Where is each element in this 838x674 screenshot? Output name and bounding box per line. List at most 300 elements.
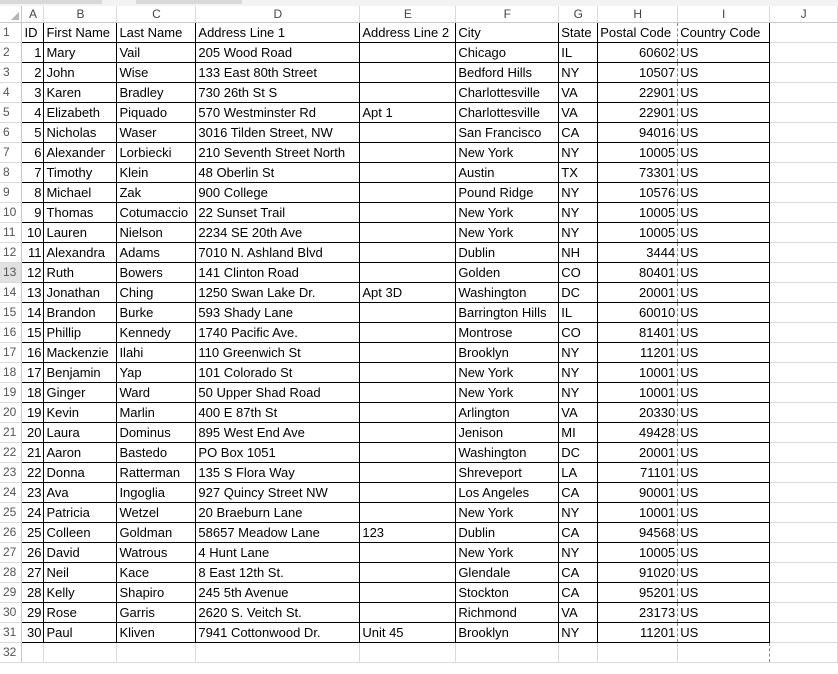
empty-cell[interactable] — [770, 503, 838, 523]
cell[interactable] — [360, 503, 456, 523]
cell[interactable]: CO — [559, 323, 598, 343]
cell[interactable]: Glendale — [456, 563, 559, 583]
cell[interactable] — [360, 123, 456, 143]
cell[interactable]: Ilahi — [117, 343, 196, 363]
cell[interactable]: New York — [456, 503, 559, 523]
cell[interactable]: Richmond — [456, 603, 559, 623]
empty-cell[interactable] — [559, 643, 598, 663]
empty-cell[interactable] — [770, 443, 838, 463]
cell[interactable]: Brooklyn — [456, 343, 559, 363]
cell[interactable]: 10005 — [598, 543, 678, 563]
cell[interactable]: 19 — [22, 403, 44, 423]
cell[interactable]: CA — [559, 483, 598, 503]
cell[interactable]: 10005 — [598, 143, 678, 163]
empty-cell[interactable] — [678, 643, 770, 663]
cell[interactable]: 927 Quincy Street NW — [196, 483, 360, 503]
cell[interactable]: 28 — [22, 583, 44, 603]
cell[interactable]: CA — [559, 523, 598, 543]
cell[interactable]: 95201 — [598, 583, 678, 603]
cell[interactable] — [360, 243, 456, 263]
cell[interactable]: NY — [559, 363, 598, 383]
cell[interactable]: Charlottesville — [456, 103, 559, 123]
empty-cell[interactable] — [770, 403, 838, 423]
cell[interactable] — [360, 303, 456, 323]
cell[interactable]: US — [678, 63, 770, 83]
cell[interactable]: 4 Hunt Lane — [196, 543, 360, 563]
cell[interactable]: 23173 — [598, 603, 678, 623]
cell[interactable]: NY — [559, 183, 598, 203]
empty-cell[interactable] — [360, 643, 456, 663]
cell[interactable]: 48 Oberlin St — [196, 163, 360, 183]
cell[interactable] — [360, 403, 456, 423]
cell[interactable]: Elizabeth — [44, 103, 117, 123]
row-header[interactable]: 22 — [0, 443, 22, 463]
cell[interactable]: NY — [559, 203, 598, 223]
cell[interactable]: 21 — [22, 443, 44, 463]
row-header[interactable]: 20 — [0, 403, 22, 423]
empty-cell[interactable] — [44, 643, 117, 663]
cell[interactable]: US — [678, 83, 770, 103]
empty-cell[interactable] — [770, 543, 838, 563]
column-title-cell[interactable]: Address Line 2 — [360, 23, 456, 43]
cell[interactable]: Washington — [456, 443, 559, 463]
cell[interactable] — [360, 263, 456, 283]
cell[interactable]: 3 — [22, 83, 44, 103]
cell[interactable]: 10005 — [598, 223, 678, 243]
cell[interactable]: NY — [559, 543, 598, 563]
cell[interactable] — [360, 383, 456, 403]
row-header[interactable]: 30 — [0, 603, 22, 623]
empty-cell[interactable] — [770, 383, 838, 403]
cell[interactable]: 7 — [22, 163, 44, 183]
column-title-cell[interactable]: Last Name — [117, 23, 196, 43]
cell[interactable]: CA — [559, 123, 598, 143]
cell[interactable]: New York — [456, 143, 559, 163]
row-header[interactable]: 29 — [0, 583, 22, 603]
cell[interactable]: Mary — [44, 43, 117, 63]
cell[interactable]: Rose — [44, 603, 117, 623]
empty-cell[interactable] — [770, 43, 838, 63]
column-header-e[interactable]: E — [360, 6, 456, 23]
empty-cell[interactable] — [770, 423, 838, 443]
column-title-cell[interactable]: Postal Code — [598, 23, 678, 43]
row-header[interactable]: 28 — [0, 563, 22, 583]
cell[interactable] — [360, 343, 456, 363]
cell[interactable]: Ginger — [44, 383, 117, 403]
cell[interactable]: MI — [559, 423, 598, 443]
column-header-a[interactable]: A — [22, 6, 44, 23]
empty-cell[interactable] — [770, 563, 838, 583]
row-header[interactable]: 17 — [0, 343, 22, 363]
cell[interactable]: Neil — [44, 563, 117, 583]
cell[interactable]: Nicholas — [44, 123, 117, 143]
empty-cell[interactable] — [770, 623, 838, 643]
cell[interactable]: 15 — [22, 323, 44, 343]
cell[interactable]: 30 — [22, 623, 44, 643]
cell[interactable]: New York — [456, 543, 559, 563]
cell[interactable]: Brandon — [44, 303, 117, 323]
row-header[interactable]: 5 — [0, 103, 22, 123]
cell[interactable]: Wise — [117, 63, 196, 83]
row-header[interactable]: 31 — [0, 623, 22, 643]
cell[interactable]: Kevin — [44, 403, 117, 423]
cell[interactable] — [360, 423, 456, 443]
cell[interactable]: Ward — [117, 383, 196, 403]
cell[interactable]: Montrose — [456, 323, 559, 343]
row-header[interactable]: 9 — [0, 183, 22, 203]
cell[interactable]: 101 Colorado St — [196, 363, 360, 383]
cell[interactable]: 593 Shady Lane — [196, 303, 360, 323]
empty-cell[interactable] — [770, 363, 838, 383]
row-header[interactable]: 25 — [0, 503, 22, 523]
row-header[interactable]: 4 — [0, 83, 22, 103]
cell[interactable]: 94568 — [598, 523, 678, 543]
cell[interactable]: Bedford Hills — [456, 63, 559, 83]
cell[interactable]: Nielson — [117, 223, 196, 243]
cell[interactable]: US — [678, 563, 770, 583]
row-header[interactable]: 14 — [0, 283, 22, 303]
cell[interactable]: US — [678, 403, 770, 423]
row-header[interactable]: 27 — [0, 543, 22, 563]
cell[interactable]: New York — [456, 383, 559, 403]
cell[interactable]: 10576 — [598, 183, 678, 203]
cell[interactable]: Timothy — [44, 163, 117, 183]
cell[interactable]: NY — [559, 143, 598, 163]
cell[interactable]: 9 — [22, 203, 44, 223]
cell[interactable]: US — [678, 623, 770, 643]
cell[interactable]: 900 College — [196, 183, 360, 203]
cell[interactable]: US — [678, 43, 770, 63]
cell[interactable]: 141 Clinton Road — [196, 263, 360, 283]
cell[interactable] — [360, 363, 456, 383]
cell[interactable]: 1740 Pacific Ave. — [196, 323, 360, 343]
cell[interactable]: Adams — [117, 243, 196, 263]
cell[interactable]: Ruth — [44, 263, 117, 283]
empty-cell[interactable] — [770, 483, 838, 503]
column-header-i[interactable]: I — [678, 6, 770, 23]
row-header[interactable]: 24 — [0, 483, 22, 503]
cell[interactable]: Yap — [117, 363, 196, 383]
cell[interactable]: Zak — [117, 183, 196, 203]
cell[interactable]: 20 — [22, 423, 44, 443]
row-header[interactable]: 21 — [0, 423, 22, 443]
empty-cell[interactable] — [770, 303, 838, 323]
row-header[interactable]: 18 — [0, 363, 22, 383]
cell[interactable]: 133 East 80th Street — [196, 63, 360, 83]
cell[interactable]: Alexandra — [44, 243, 117, 263]
cell[interactable]: Kace — [117, 563, 196, 583]
cell[interactable]: Goldman — [117, 523, 196, 543]
cell[interactable]: US — [678, 343, 770, 363]
cell[interactable]: 20330 — [598, 403, 678, 423]
row-header[interactable]: 15 — [0, 303, 22, 323]
cell[interactable]: Watrous — [117, 543, 196, 563]
cell[interactable]: 400 E 87th St — [196, 403, 360, 423]
cell[interactable]: Burke — [117, 303, 196, 323]
cell[interactable]: Mackenzie — [44, 343, 117, 363]
cell[interactable]: Paul — [44, 623, 117, 643]
cell[interactable]: 3444 — [598, 243, 678, 263]
cell[interactable]: 20001 — [598, 443, 678, 463]
cell[interactable]: Kennedy — [117, 323, 196, 343]
cell[interactable]: Michael — [44, 183, 117, 203]
cell[interactable]: CA — [559, 563, 598, 583]
column-header-h[interactable]: H — [598, 6, 678, 23]
cell[interactable]: 8 East 12th St. — [196, 563, 360, 583]
cell[interactable] — [360, 223, 456, 243]
cell[interactable] — [360, 543, 456, 563]
cell[interactable]: VA — [559, 603, 598, 623]
row-header[interactable]: 10 — [0, 203, 22, 223]
column-title-cell[interactable]: City — [456, 23, 559, 43]
cell[interactable]: US — [678, 163, 770, 183]
cell[interactable]: 90001 — [598, 483, 678, 503]
cell[interactable]: 20 Braeburn Lane — [196, 503, 360, 523]
cell[interactable]: NY — [559, 63, 598, 83]
cell[interactable]: Vail — [117, 43, 196, 63]
cell[interactable]: 2620 S. Veitch St. — [196, 603, 360, 623]
cell[interactable]: 22 — [22, 463, 44, 483]
cell[interactable]: US — [678, 423, 770, 443]
cell[interactable]: Pound Ridge — [456, 183, 559, 203]
cell[interactable]: CA — [559, 583, 598, 603]
cell[interactable] — [360, 483, 456, 503]
empty-cell[interactable] — [456, 643, 559, 663]
cell[interactable]: New York — [456, 223, 559, 243]
cell[interactable] — [360, 83, 456, 103]
cell[interactable]: Dublin — [456, 243, 559, 263]
cell[interactable]: 730 26th St S — [196, 83, 360, 103]
row-header[interactable]: 3 — [0, 63, 22, 83]
cell[interactable]: NY — [559, 343, 598, 363]
cell[interactable]: 18 — [22, 383, 44, 403]
cell[interactable]: Aaron — [44, 443, 117, 463]
cell[interactable]: US — [678, 483, 770, 503]
cell[interactable]: VA — [559, 103, 598, 123]
cell[interactable]: NY — [559, 623, 598, 643]
cell[interactable]: Kelly — [44, 583, 117, 603]
column-title-cell[interactable]: State — [559, 23, 598, 43]
cell[interactable] — [360, 183, 456, 203]
cell[interactable]: 24 — [22, 503, 44, 523]
cell[interactable]: Kliven — [117, 623, 196, 643]
row-header[interactable]: 13 — [0, 263, 22, 283]
cell[interactable]: US — [678, 203, 770, 223]
cell[interactable]: 60010 — [598, 303, 678, 323]
cell[interactable]: US — [678, 183, 770, 203]
cell[interactable]: Lorbiecki — [117, 143, 196, 163]
cell[interactable]: John — [44, 63, 117, 83]
cell[interactable]: 22901 — [598, 103, 678, 123]
cell[interactable]: Ching — [117, 283, 196, 303]
empty-cell[interactable] — [770, 203, 838, 223]
cell[interactable]: Ingoglia — [117, 483, 196, 503]
cell[interactable]: US — [678, 543, 770, 563]
empty-cell[interactable] — [770, 283, 838, 303]
cell[interactable]: 20001 — [598, 283, 678, 303]
cell[interactable]: 73301 — [598, 163, 678, 183]
cell[interactable]: 10507 — [598, 63, 678, 83]
column-header-b[interactable]: B — [44, 6, 117, 23]
cell[interactable]: Lauren — [44, 223, 117, 243]
cell[interactable]: Colleen — [44, 523, 117, 543]
empty-cell[interactable] — [117, 643, 196, 663]
cell[interactable] — [360, 323, 456, 343]
row-header[interactable]: 1 — [0, 23, 22, 43]
cell[interactable]: IL — [559, 43, 598, 63]
empty-cell[interactable] — [196, 643, 360, 663]
cell[interactable]: PO Box 1051 — [196, 443, 360, 463]
cell[interactable]: 29 — [22, 603, 44, 623]
cell[interactable]: Waser — [117, 123, 196, 143]
cell[interactable]: Apt 3D — [360, 283, 456, 303]
cell[interactable]: US — [678, 103, 770, 123]
cell[interactable]: 1250 Swan Lake Dr. — [196, 283, 360, 303]
cell[interactable]: Phillip — [44, 323, 117, 343]
cell[interactable]: Stockton — [456, 583, 559, 603]
cell[interactable]: 91020 — [598, 563, 678, 583]
cell[interactable]: Unit 45 — [360, 623, 456, 643]
cell[interactable]: 49428 — [598, 423, 678, 443]
empty-cell[interactable] — [770, 23, 838, 43]
cell[interactable]: Jonathan — [44, 283, 117, 303]
cell[interactable]: Piquado — [117, 103, 196, 123]
cell[interactable]: Golden — [456, 263, 559, 283]
column-title-cell[interactable]: Country Code — [678, 23, 770, 43]
empty-cell[interactable] — [770, 463, 838, 483]
cell[interactable]: 17 — [22, 363, 44, 383]
cell[interactable]: Dublin — [456, 523, 559, 543]
row-header[interactable]: 2 — [0, 43, 22, 63]
cell[interactable]: David — [44, 543, 117, 563]
cell[interactable] — [360, 443, 456, 463]
cell[interactable]: 245 5th Avenue — [196, 583, 360, 603]
cell[interactable]: 80401 — [598, 263, 678, 283]
cell[interactable]: US — [678, 243, 770, 263]
cell[interactable]: 570 Westminster Rd — [196, 103, 360, 123]
cell[interactable] — [360, 163, 456, 183]
cell[interactable]: NY — [559, 223, 598, 243]
column-header-f[interactable]: F — [456, 6, 559, 23]
cell[interactable]: San Francisco — [456, 123, 559, 143]
cell[interactable]: 11201 — [598, 623, 678, 643]
cell[interactable]: US — [678, 503, 770, 523]
row-header[interactable]: 19 — [0, 383, 22, 403]
cell[interactable]: Apt 1 — [360, 103, 456, 123]
cell[interactable]: Austin — [456, 163, 559, 183]
cell[interactable]: 10005 — [598, 203, 678, 223]
cell[interactable]: US — [678, 223, 770, 243]
cell[interactable]: Benjamin — [44, 363, 117, 383]
empty-cell[interactable] — [598, 643, 678, 663]
cell[interactable]: 10 — [22, 223, 44, 243]
cell[interactable]: 11 — [22, 243, 44, 263]
column-header-d[interactable]: D — [196, 6, 360, 23]
empty-cell[interactable] — [770, 523, 838, 543]
cell[interactable]: TX — [559, 163, 598, 183]
cell[interactable]: Chicago — [456, 43, 559, 63]
cell[interactable] — [360, 43, 456, 63]
cell[interactable]: 22901 — [598, 83, 678, 103]
cell[interactable]: 10001 — [598, 363, 678, 383]
cell[interactable]: Charlottesville — [456, 83, 559, 103]
cell[interactable]: US — [678, 363, 770, 383]
cell[interactable] — [360, 143, 456, 163]
row-header[interactable]: 32 — [0, 643, 22, 663]
cell[interactable]: 3016 Tilden Street, NW — [196, 123, 360, 143]
cell[interactable]: 135 S Flora Way — [196, 463, 360, 483]
cell[interactable]: Washington — [456, 283, 559, 303]
cell[interactable]: 13 — [22, 283, 44, 303]
cell[interactable]: US — [678, 283, 770, 303]
cell[interactable]: 5 — [22, 123, 44, 143]
empty-cell[interactable] — [770, 223, 838, 243]
cell[interactable]: Marlin — [117, 403, 196, 423]
cell[interactable]: US — [678, 303, 770, 323]
cell[interactable]: US — [678, 523, 770, 543]
empty-cell[interactable] — [770, 143, 838, 163]
empty-cell[interactable] — [770, 83, 838, 103]
cell[interactable] — [360, 203, 456, 223]
empty-cell[interactable] — [770, 603, 838, 623]
column-title-cell[interactable]: ID — [22, 23, 44, 43]
cell[interactable]: US — [678, 443, 770, 463]
cell[interactable]: 16 — [22, 343, 44, 363]
cell[interactable]: Laura — [44, 423, 117, 443]
cell[interactable]: Cotumaccio — [117, 203, 196, 223]
cell[interactable] — [360, 583, 456, 603]
cell[interactable]: 6 — [22, 143, 44, 163]
cell[interactable]: CO — [559, 263, 598, 283]
cell[interactable]: 4 — [22, 103, 44, 123]
cell[interactable]: 25 — [22, 523, 44, 543]
cell[interactable]: US — [678, 143, 770, 163]
cell[interactable]: 94016 — [598, 123, 678, 143]
cell[interactable]: 10001 — [598, 503, 678, 523]
cell[interactable]: Alexander — [44, 143, 117, 163]
cell[interactable]: Ava — [44, 483, 117, 503]
empty-cell[interactable] — [770, 63, 838, 83]
cell[interactable]: 81401 — [598, 323, 678, 343]
cell[interactable]: 205 Wood Road — [196, 43, 360, 63]
cell[interactable]: US — [678, 383, 770, 403]
row-header[interactable]: 7 — [0, 143, 22, 163]
row-header[interactable]: 23 — [0, 463, 22, 483]
cell[interactable]: 895 West End Ave — [196, 423, 360, 443]
cell[interactable]: 10001 — [598, 383, 678, 403]
row-header[interactable]: 11 — [0, 223, 22, 243]
empty-cell[interactable] — [770, 343, 838, 363]
cell[interactable]: Bastedo — [117, 443, 196, 463]
cell[interactable]: 123 — [360, 523, 456, 543]
row-header[interactable]: 26 — [0, 523, 22, 543]
cell[interactable]: Garris — [117, 603, 196, 623]
column-header-j[interactable]: J — [770, 6, 838, 23]
cell[interactable]: 23 — [22, 483, 44, 503]
cell[interactable]: LA — [559, 463, 598, 483]
column-header-g[interactable]: G — [559, 6, 598, 23]
row-header[interactable]: 8 — [0, 163, 22, 183]
cell[interactable]: Los Angeles — [456, 483, 559, 503]
cell[interactable]: US — [678, 583, 770, 603]
row-header[interactable]: 12 — [0, 243, 22, 263]
empty-cell[interactable] — [770, 583, 838, 603]
cell[interactable]: Shapiro — [117, 583, 196, 603]
cell[interactable]: Arlington — [456, 403, 559, 423]
row-header[interactable]: 16 — [0, 323, 22, 343]
column-title-cell[interactable]: Address Line 1 — [196, 23, 360, 43]
empty-cell[interactable] — [770, 263, 838, 283]
